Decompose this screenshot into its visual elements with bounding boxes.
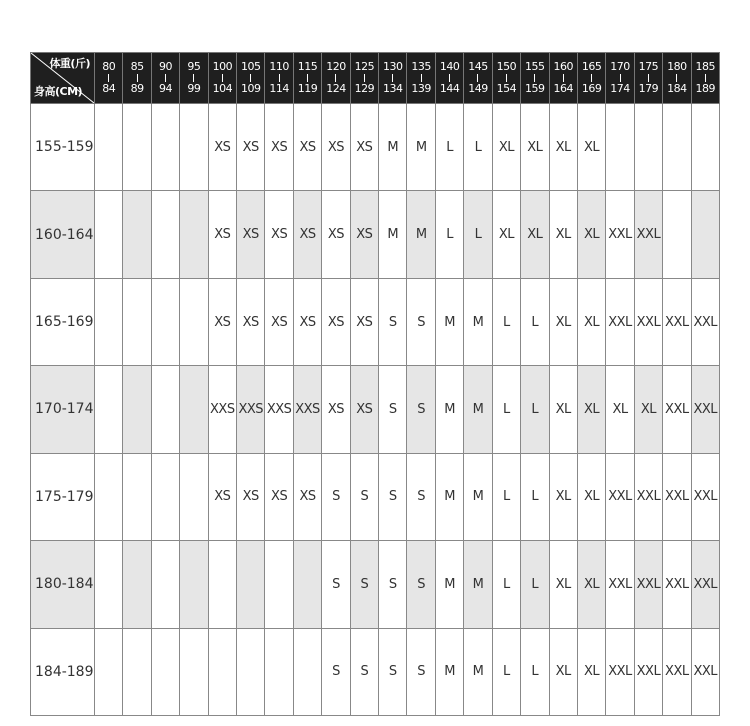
size-cell: S xyxy=(322,453,350,540)
weight-max: 129 xyxy=(354,82,375,95)
size-cell: XS xyxy=(208,278,236,365)
size-cell: L xyxy=(464,104,492,191)
weight-min: 165 xyxy=(581,60,602,73)
size-cell: XL xyxy=(577,278,605,365)
size-cell: S xyxy=(407,628,435,715)
height-range-cell: 175-179 xyxy=(31,453,95,540)
weight-range-header xyxy=(151,53,179,104)
weight-range-header xyxy=(265,53,293,104)
weight-range-header xyxy=(379,53,407,104)
size-cell: XS xyxy=(322,191,350,278)
size-cell xyxy=(180,453,208,540)
range-separator xyxy=(705,74,706,82)
size-cell: XS xyxy=(237,278,265,365)
weight-range-header xyxy=(123,53,151,104)
size-cell xyxy=(208,628,236,715)
size-cell xyxy=(151,366,179,453)
size-cell: XS xyxy=(265,191,293,278)
weight-min: 115 xyxy=(297,60,318,73)
weight-max: 89 xyxy=(130,82,144,95)
weight-max: 119 xyxy=(297,82,318,95)
size-cell: XL xyxy=(492,191,520,278)
range-separator xyxy=(620,74,621,82)
weight-max: 124 xyxy=(326,82,346,95)
range-separator xyxy=(591,74,592,82)
size-cell xyxy=(123,628,151,715)
size-cell xyxy=(180,541,208,628)
size-cell: L xyxy=(492,278,520,365)
size-cell: XL xyxy=(549,191,577,278)
height-row xyxy=(31,628,720,715)
size-cell: XS xyxy=(237,191,265,278)
size-cell xyxy=(151,278,179,365)
size-cell: XXL xyxy=(691,278,719,365)
weight-min: 110 xyxy=(269,60,289,73)
weight-max: 109 xyxy=(240,82,261,95)
size-cell xyxy=(208,541,236,628)
weight-max: 154 xyxy=(496,82,517,95)
size-cell: XS xyxy=(208,191,236,278)
range-separator xyxy=(676,74,677,82)
size-cell xyxy=(151,628,179,715)
range-separator xyxy=(222,74,223,82)
size-cell: XL xyxy=(606,366,634,453)
size-cell xyxy=(265,628,293,715)
size-cell: S xyxy=(407,278,435,365)
weight-range-header xyxy=(549,53,577,104)
height-row xyxy=(31,453,720,540)
size-cell: L xyxy=(521,453,549,540)
size-cell: S xyxy=(407,366,435,453)
size-cell xyxy=(151,104,179,191)
size-cell xyxy=(606,104,634,191)
size-cell: M xyxy=(464,366,492,453)
weight-max: 114 xyxy=(269,82,289,95)
size-cell: XXS xyxy=(237,366,265,453)
size-cell: S xyxy=(379,453,407,540)
size-cell: XL xyxy=(577,453,605,540)
weight-range-header xyxy=(606,53,634,104)
size-cell: L xyxy=(521,541,549,628)
height-row xyxy=(31,278,720,365)
size-cell: L xyxy=(435,104,463,191)
range-separator xyxy=(392,74,393,82)
weight-min: 155 xyxy=(525,60,545,73)
weight-min: 150 xyxy=(496,60,517,73)
weight-min: 140 xyxy=(439,60,460,73)
size-cell xyxy=(180,628,208,715)
size-cell: L xyxy=(521,278,549,365)
size-cell: XXL xyxy=(606,628,634,715)
weight-max: 189 xyxy=(695,82,716,95)
size-cell: XS xyxy=(237,453,265,540)
size-cell: XXS xyxy=(265,366,293,453)
weight-min: 145 xyxy=(468,60,488,73)
weight-max: 139 xyxy=(411,82,431,95)
weight-range-header xyxy=(435,53,463,104)
range-separator xyxy=(534,74,535,82)
range-separator xyxy=(421,74,422,82)
weight-max: 84 xyxy=(102,82,116,95)
weight-range-header xyxy=(95,53,123,104)
weight-range-header xyxy=(322,53,350,104)
weight-min: 185 xyxy=(695,60,716,73)
weight-range-header xyxy=(691,53,719,104)
weight-range-header xyxy=(634,53,662,104)
weight-min: 125 xyxy=(354,60,375,73)
size-cell: M xyxy=(435,628,463,715)
size-cell: XS xyxy=(350,366,378,453)
size-cell: S xyxy=(407,453,435,540)
size-cell: S xyxy=(379,366,407,453)
weight-max: 174 xyxy=(610,82,630,95)
range-separator xyxy=(250,74,251,82)
size-cell: XXL xyxy=(663,366,691,453)
size-cell: XS xyxy=(293,104,321,191)
size-cell xyxy=(123,278,151,365)
weight-min: 105 xyxy=(240,60,261,73)
size-cell xyxy=(123,104,151,191)
size-cell xyxy=(95,104,123,191)
height-range-cell: 155-159 xyxy=(31,104,95,191)
size-cell: S xyxy=(350,541,378,628)
weight-min: 85 xyxy=(130,60,144,73)
size-cell xyxy=(691,104,719,191)
size-cell: L xyxy=(492,366,520,453)
range-separator xyxy=(449,74,450,82)
size-cell: M xyxy=(464,541,492,628)
size-table xyxy=(30,52,720,716)
size-cell xyxy=(123,191,151,278)
size-cell: M xyxy=(464,628,492,715)
range-separator xyxy=(506,74,507,82)
height-axis-label: 身高(CM) xyxy=(34,85,83,98)
size-cell: S xyxy=(350,453,378,540)
size-cell xyxy=(180,366,208,453)
size-cell: XL xyxy=(634,366,662,453)
range-separator xyxy=(108,74,109,82)
size-cell xyxy=(123,366,151,453)
size-cell: S xyxy=(322,628,350,715)
weight-range-header xyxy=(492,53,520,104)
size-cell: XXL xyxy=(663,278,691,365)
corner-header-cell xyxy=(31,53,95,104)
height-range-cell: 165-169 xyxy=(31,278,95,365)
size-cell: XXL xyxy=(691,366,719,453)
size-cell: XXL xyxy=(663,541,691,628)
range-separator xyxy=(165,74,166,82)
height-range-cell: 160-164 xyxy=(31,191,95,278)
size-cell: XXL xyxy=(606,191,634,278)
size-cell: XXL xyxy=(606,278,634,365)
size-cell: S xyxy=(407,541,435,628)
weight-min: 160 xyxy=(553,60,573,73)
weight-max: 94 xyxy=(159,82,173,95)
weight-max: 184 xyxy=(667,82,687,95)
range-separator xyxy=(648,74,649,82)
size-cell: XXL xyxy=(634,541,662,628)
size-cell: XXS xyxy=(293,366,321,453)
size-cell: M xyxy=(435,453,463,540)
weight-max: 99 xyxy=(187,82,201,95)
range-separator xyxy=(137,74,138,82)
weight-range-header xyxy=(407,53,435,104)
size-cell: XL xyxy=(549,278,577,365)
size-cell: S xyxy=(379,278,407,365)
range-separator xyxy=(364,74,365,82)
weight-range-header xyxy=(464,53,492,104)
size-cell: L xyxy=(521,628,549,715)
size-cell xyxy=(151,191,179,278)
weight-min: 95 xyxy=(187,60,201,73)
size-cell xyxy=(180,191,208,278)
size-cell xyxy=(95,541,123,628)
size-cell xyxy=(237,628,265,715)
size-cell xyxy=(123,541,151,628)
weight-min: 80 xyxy=(102,60,116,73)
size-cell: M xyxy=(379,104,407,191)
size-cell: XL xyxy=(577,191,605,278)
size-cell: M xyxy=(407,191,435,278)
size-cell: XS xyxy=(293,453,321,540)
size-cell: XXL xyxy=(606,541,634,628)
size-cell xyxy=(151,541,179,628)
weight-min: 130 xyxy=(383,60,403,73)
weight-max: 149 xyxy=(468,82,488,95)
weight-max: 169 xyxy=(581,82,602,95)
size-cell: M xyxy=(379,191,407,278)
size-cell: XXL xyxy=(691,541,719,628)
size-cell xyxy=(95,628,123,715)
size-cell xyxy=(123,453,151,540)
size-cell xyxy=(237,541,265,628)
size-cell: XS xyxy=(265,104,293,191)
size-cell: XL xyxy=(577,628,605,715)
height-range-cell: 180-184 xyxy=(31,541,95,628)
size-cell xyxy=(180,278,208,365)
size-cell xyxy=(293,628,321,715)
size-cell: M xyxy=(435,366,463,453)
weight-min: 90 xyxy=(159,60,173,73)
weight-max: 134 xyxy=(383,82,403,95)
size-cell: M xyxy=(435,541,463,628)
size-cell: XXL xyxy=(691,628,719,715)
weight-min: 135 xyxy=(411,60,431,73)
size-cell: XL xyxy=(577,541,605,628)
size-cell: L xyxy=(492,541,520,628)
weight-min: 100 xyxy=(212,60,233,73)
weight-range-header xyxy=(180,53,208,104)
size-cell: XXL xyxy=(634,628,662,715)
weight-min: 120 xyxy=(326,60,346,73)
size-cell: XS xyxy=(322,366,350,453)
size-cell xyxy=(95,191,123,278)
size-cell: L xyxy=(464,191,492,278)
size-cell: XS xyxy=(350,104,378,191)
weight-min: 170 xyxy=(610,60,630,73)
size-cell xyxy=(663,104,691,191)
size-cell: XL xyxy=(577,104,605,191)
size-cell: XS xyxy=(322,104,350,191)
size-cell: M xyxy=(407,104,435,191)
size-cell: XL xyxy=(521,191,549,278)
height-row xyxy=(31,191,720,278)
size-cell xyxy=(180,104,208,191)
size-cell: XXL xyxy=(663,453,691,540)
size-cell: L xyxy=(521,366,549,453)
weight-max: 179 xyxy=(638,82,659,95)
size-cell: XXL xyxy=(606,453,634,540)
size-cell: XL xyxy=(492,104,520,191)
size-cell: XS xyxy=(237,104,265,191)
size-cell: XL xyxy=(521,104,549,191)
weight-header-row xyxy=(31,53,720,104)
size-cell: XXL xyxy=(634,191,662,278)
range-separator xyxy=(279,74,280,82)
size-cell: XS xyxy=(208,453,236,540)
weight-range-header xyxy=(521,53,549,104)
weight-max: 104 xyxy=(212,82,233,95)
range-separator xyxy=(335,74,336,82)
size-cell: S xyxy=(379,628,407,715)
size-cell: S xyxy=(379,541,407,628)
size-cell: XXL xyxy=(663,628,691,715)
size-cell: XXL xyxy=(634,453,662,540)
size-cell: XS xyxy=(265,278,293,365)
size-cell: L xyxy=(492,453,520,540)
height-row xyxy=(31,541,720,628)
height-range-cell: 184-189 xyxy=(31,628,95,715)
size-cell: M xyxy=(464,453,492,540)
size-cell xyxy=(265,541,293,628)
size-cell xyxy=(293,541,321,628)
size-cell xyxy=(95,366,123,453)
size-cell: XXL xyxy=(634,278,662,365)
size-cell: XL xyxy=(577,366,605,453)
weight-range-header xyxy=(293,53,321,104)
size-cell: M xyxy=(464,278,492,365)
size-cell xyxy=(634,104,662,191)
size-cell: XS xyxy=(208,104,236,191)
height-range-cell: 170-174 xyxy=(31,366,95,453)
size-cell xyxy=(95,278,123,365)
range-separator xyxy=(307,74,308,82)
size-cell: XS xyxy=(293,191,321,278)
height-row xyxy=(31,104,720,191)
weight-range-header xyxy=(237,53,265,104)
weight-max: 164 xyxy=(553,82,573,95)
size-cell: XL xyxy=(549,453,577,540)
size-cell xyxy=(663,191,691,278)
weight-range-header xyxy=(208,53,236,104)
size-cell xyxy=(151,453,179,540)
height-row xyxy=(31,366,720,453)
size-chart xyxy=(30,52,720,716)
size-cell: XL xyxy=(549,628,577,715)
size-cell: XXL xyxy=(691,453,719,540)
size-cell: XS xyxy=(293,278,321,365)
size-cell: XL xyxy=(549,366,577,453)
size-cell: M xyxy=(435,278,463,365)
size-cell xyxy=(691,191,719,278)
size-cell: XXS xyxy=(208,366,236,453)
weight-range-header xyxy=(663,53,691,104)
range-separator xyxy=(193,74,194,82)
size-cell: XS xyxy=(350,278,378,365)
weight-range-header xyxy=(350,53,378,104)
weight-range-header xyxy=(577,53,605,104)
weight-max: 159 xyxy=(525,82,545,95)
size-cell: S xyxy=(322,541,350,628)
size-cell: XL xyxy=(549,541,577,628)
weight-min: 180 xyxy=(667,60,687,73)
range-separator xyxy=(563,74,564,82)
weight-min: 175 xyxy=(638,60,659,73)
range-separator xyxy=(477,74,478,82)
size-cell: L xyxy=(492,628,520,715)
size-cell xyxy=(95,453,123,540)
size-cell: XS xyxy=(265,453,293,540)
size-cell: XS xyxy=(322,278,350,365)
size-cell: XL xyxy=(549,104,577,191)
weight-axis-label: 体重(斤) xyxy=(49,57,90,70)
size-cell: XS xyxy=(350,191,378,278)
size-cell: S xyxy=(350,628,378,715)
size-cell: L xyxy=(435,191,463,278)
weight-max: 144 xyxy=(439,82,460,95)
